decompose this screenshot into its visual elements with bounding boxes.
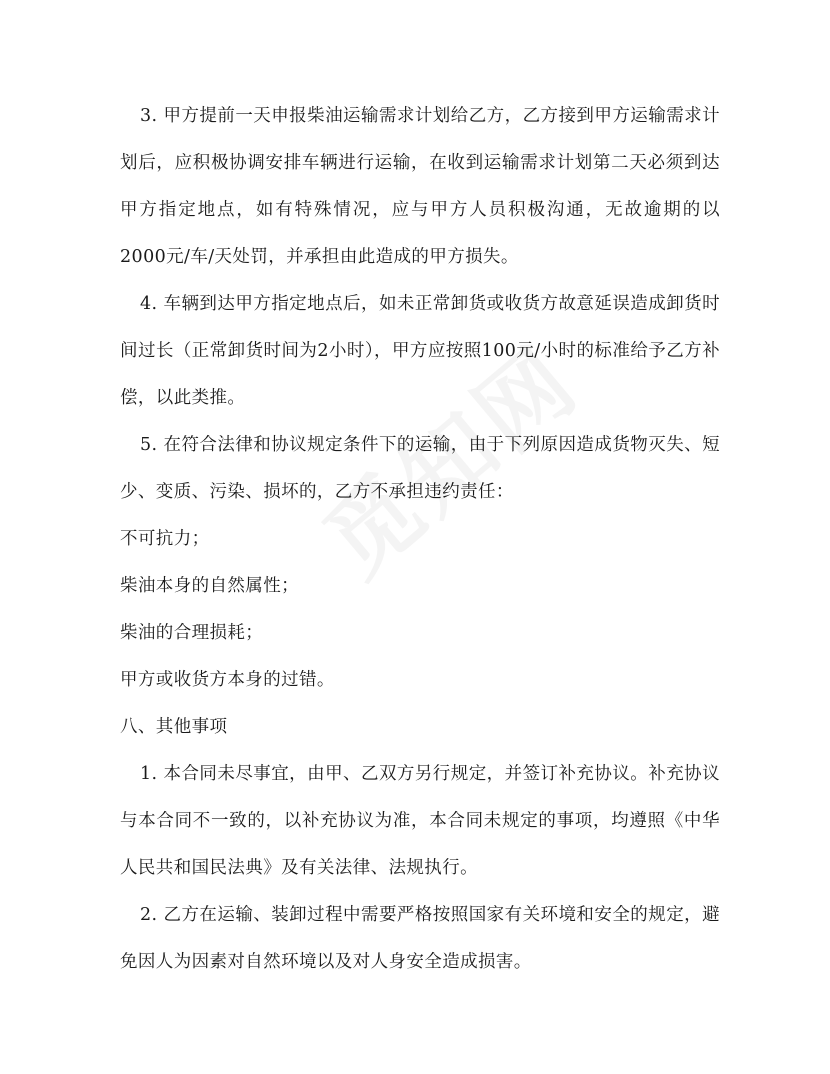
clause-5-paragraph: 5. 在符合法律和协议规定条件下的运输，由于下列原因造成货物灭失、短少、变质、污染、损坏的，乙方不承担违约责任： bbox=[120, 435, 720, 502]
other-clause-1-paragraph: 1. 本合同未尽事宜，由甲、乙双方另行规定，并签订补充协议。补充协议与本合同不一致的，以补充协议为准，本合同未规定的事项，均遵照《中华人民共和国民法典》及有关法律、法规执行。 bbox=[120, 764, 720, 878]
document-body bbox=[120, 93, 720, 986]
other-clause-2-paragraph: 2. 乙方在运输、装卸过程中需要严格按照国家有关环境和安全的规定，避免因人为因素对自然环境以及对人身安全造成损害。 bbox=[120, 905, 720, 972]
clause-4-paragraph: 4. 车辆到达甲方指定地点后，如未正常卸货或收货方故意延误造成卸货时间过长（正常卸货时间为2小时），甲方应按照100元/小时的标准给予乙方补偿，以此类推。 bbox=[120, 294, 720, 408]
section-heading-other-matters: 八、其他事项 bbox=[120, 717, 228, 737]
exemption-item-force-majeure: 不可抗力； bbox=[120, 529, 210, 549]
exemption-item-party-fault: 甲方或收货方本身的过错。 bbox=[120, 670, 335, 690]
exemption-item-natural-property: 柴油本身的自然属性； bbox=[120, 576, 299, 596]
exemption-item-reasonable-loss: 柴油的合理损耗； bbox=[120, 623, 264, 643]
clause-3-paragraph: 3. 甲方提前一天申报柴油运输需求计划给乙方，乙方接到甲方运输需求计划后，应积极协调安排车辆进行运输，在收到运输需求计划第二天必须到达甲方指定地点，如有特殊情况，应与甲方人员积极沟通，无故逾期的以2000元/车/天处罚，并承担由此造成的甲方损失。 bbox=[120, 106, 720, 267]
